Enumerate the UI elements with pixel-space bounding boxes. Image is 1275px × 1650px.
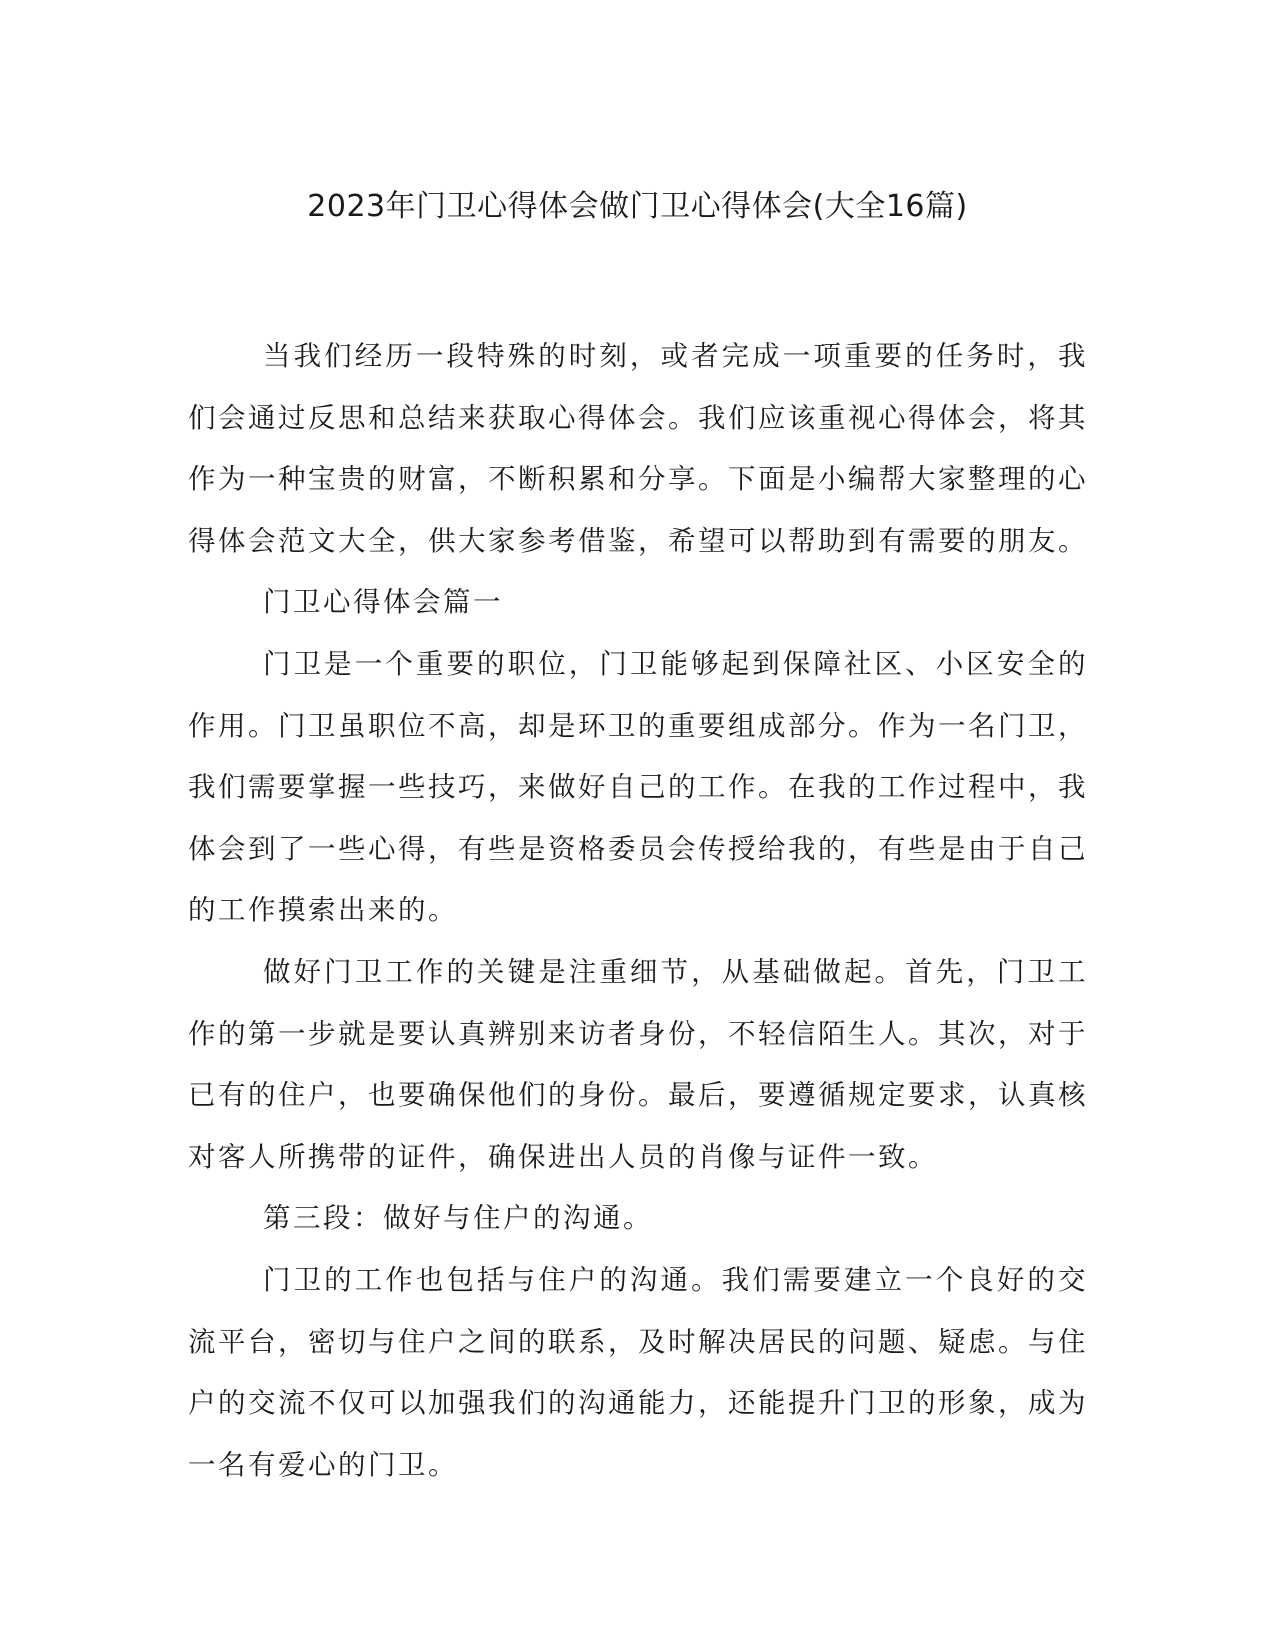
- section-heading-part-one: 门卫心得体会篇一: [263, 586, 503, 619]
- body-paragraph: 门卫的工作也包括与住户的沟通。我们需要建立一个良好的交流平台，密切与住户之间的联系，及时解决居民的问题、疑虑。与住户的交流不仅可以加强我们的沟通能力，还能提升门卫的形象，成为一名有爱心的门卫。: [188, 1263, 1088, 1481]
- document-title: 2023年门卫心得体会做门卫心得体会(大全16篇): [307, 189, 968, 224]
- document-body: [188, 326, 1088, 1496]
- body-paragraph: 做好门卫工作的关键是注重细节，从基础做起。首先，门卫工作的第一步就是要认真辨别来访者身份，不轻信陌生人。其次，对于已有的住户，也要确保他们的身份。最后，要遵循规定要求，认真核对客人所携带的证件，确保进出人员的肖像与证件一致。: [188, 955, 1088, 1173]
- body-paragraph: 门卫是一个重要的职位，门卫能够起到保障社区、小区安全的作用。门卫虽职位不高，却是环卫的重要组成部分。作为一名门卫，我们需要掌握一些技巧，来做好自己的工作。在我的工作过程中，我体会到了一些心得，有些是资格委员会传授给我的，有些是由于自己的工作摸索出来的。: [188, 647, 1088, 927]
- intro-paragraph: 当我们经历一段特殊的时刻，或者完成一项重要的任务时，我们会通过反思和总结来获取心得体会。我们应该重视心得体会，将其作为一种宝贵的财富，不断积累和分享。下面是小编帮大家整理的心得体会范文大全，供大家参考借鉴，希望可以帮助到有需要的朋友。: [188, 340, 1088, 557]
- section-heading-part-three: 第三段：做好与住户的沟通。: [263, 1202, 653, 1235]
